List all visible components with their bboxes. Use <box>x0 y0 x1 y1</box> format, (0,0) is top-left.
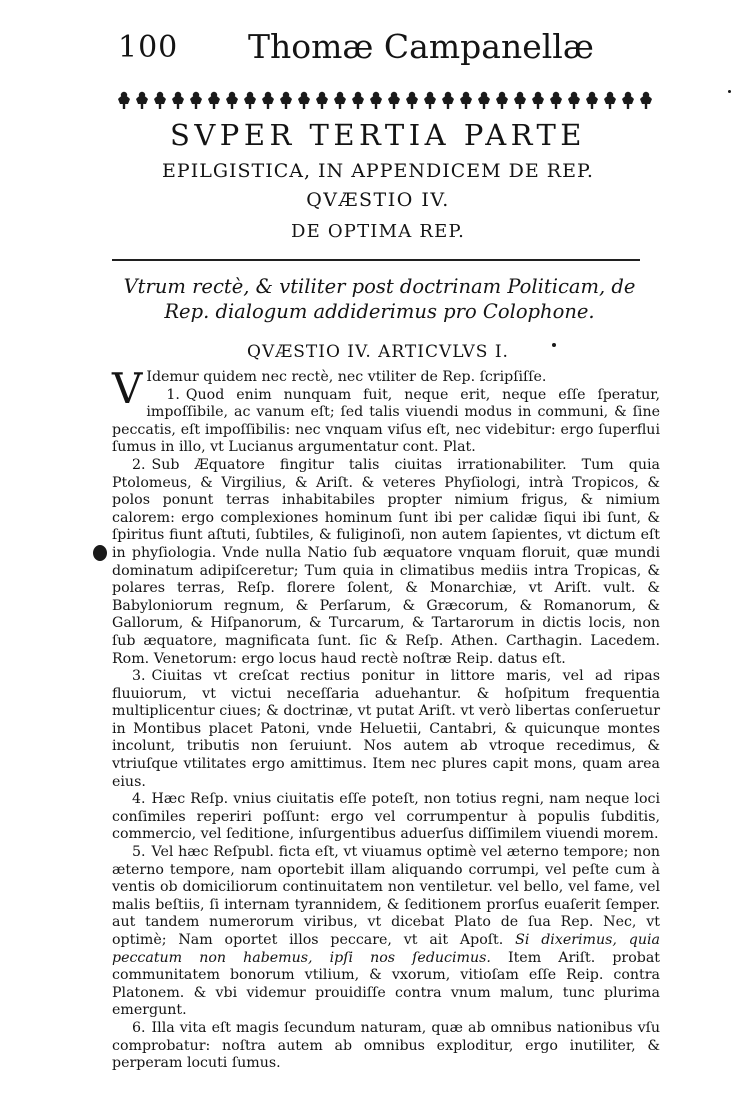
ink-spot <box>728 90 731 93</box>
paragraph-number: 5. <box>132 844 146 861</box>
paragraph-text: Ciuitas vt creſcat rectius ponitur in littore maris, vel ad ripas fluuiorum, vt victui neceſſaria aduehantur. & hoſpitum frequentia multiplicentur ciues; & doctrinæ, vt putat Ariſt. vt verò libertas conſeruetur in Montibus placet Patoni, vnde Heluetii, Cantabri, & quicunque montes incolunt, tributis non ſeruiunt. Nos autem ab vtroque recedimus, & vtriuſque vtilitates ergo amittimus. Item nec plures capit mons, quam area eius. <box>112 668 660 790</box>
scripture-quote: Si dixerimus, quia peccatum non habemus, ipſi nos ſeducimus. <box>112 932 660 966</box>
paragraph-number: 4. <box>132 791 146 808</box>
paragraph-text: Sub Æquatore fingitur talis ciuitas irrationabiliter. Tum quia Ptolomeus, & Virgilius, & Ariſt. & veteres Phyſiologi, intrà Tropicos, & polos ponunt terras inhabitabiles propter nimium frigus, & nimium calorem: ergo complexiones hominum ſunt ibi per calidæ ſiqui ibi ſunt, & ſpiritus fiunt aſtuti, ſubtiles, & fuliginoſi, non autem ſapientes, vt dictum eſt in phyſiologia. Vnde nulla Natio ſub æquatore vnquam floruit, quæ mundi dominatum adipiſceretur; Tum quia in climatibus mediis intra Tropicas, & polares terras, Reſp. florere ſolent, & Monarchiæ, vt Ariſt. vult. & Babyloniorum regnum, & Perſarum, & Græcorum, & Romanorum, & Gallorum, & Hiſpanorum, & Turcarum, & Tartarorum in dictis locis, non ſub æquatore, magnificata ſunt. ſic & Reſp. Athen. Carthagin. Lacedem. Rom. Venetorum: ergo locus haud rectè noſtræ Reip. datus eſt. <box>112 456 660 667</box>
drop-cap: V <box>112 364 143 413</box>
ornament-icon <box>118 88 658 110</box>
intro-paragraph <box>112 364 660 413</box>
ink-blot <box>93 545 107 561</box>
section-subheading: EPILGISTICA, IN APPENDICEM DE REP. <box>162 160 594 182</box>
paragraph-text: Quod enim nunquam fuit, neque erit, neque eſſe ſperatur, impoſſibile, ac vanum eſt; ſed talis viuendi modus in communi, & ſine peccatis, eſt impoſſibilis: nec vnquam viſus eſt, nec videbitur: ergo ſuperflui ſumus in illo, vt Lucianus argumentatur cont. Plat. <box>112 386 660 456</box>
paragraph <box>112 387 660 457</box>
divider-rule <box>112 259 640 261</box>
paragraph-number: 2. <box>132 456 146 473</box>
intro-text: Idemur quidem nec rectè, nec vtiliter de Rep. ſcripſiſſe. <box>146 369 547 385</box>
page-number: 100 <box>118 30 179 65</box>
quaestio-title: DE OPTIMA REP. <box>290 221 466 242</box>
paragraph <box>112 844 660 1020</box>
quaestio-number: QVÆSTIO IV. <box>306 189 450 211</box>
paragraph-text: Illa vita eſt magis ſecundum naturam, quæ ab omnibus nationibus vſu comprobatur: noſtra autem ab omnibus exploditur, ergo inutiliter, & perperam locuti ſumus. <box>112 1019 660 1072</box>
paragraph-text: Hæc Reſp. vnius ciuitatis eſſe poteſt, non totius regni, nam neque loci conſimiles reperiri poſſunt: ergo vel corrumpentur à populis ſubditis, commercio, vel ſeditione, inſurgentibus aduerſus diſſimilem viuendi morem. <box>112 791 660 843</box>
paragraph <box>112 791 660 844</box>
paragraph <box>112 668 660 791</box>
paragraph <box>112 1020 660 1073</box>
running-head: Thomæ Campanellæ <box>248 27 594 66</box>
paragraph <box>112 457 660 668</box>
paragraph-text-tail: Item Ariſt. probat communitatem bonorum vtilium, & vxorum, vitioſam eſſe Reip. contra Platonem. & vbi videmur prouidiſſe contra vnum malum, tunc plurima emergunt. <box>112 949 660 1019</box>
paragraph-text: Vel hæc Reſpubl. ficta eſt, vt viuamus optimè vel æterno tempore; non æterno tempore, nam oportebit illam aliquando corrumpi, vel peſte cum à ventis ob domiciliorum continuitatem non ventiletur. vel bello, vel fame, vel malis beſtiis, ſi internam tyrannidem, & ſeditionem prorſus euaſerit ſemper. aut tandem numerorum viribus, vt dicebat Plato de ſua Rep. Nec, vt optimè; Nam oportet illos peccare, vt ait Apoſt. <box>112 844 660 948</box>
ornament-band <box>118 88 658 110</box>
paragraph-number: 6. <box>132 1019 146 1036</box>
paragraph-number: 3. <box>132 668 146 685</box>
body-text <box>112 364 660 1073</box>
section-heading: SVPER TERTIA PARTE <box>170 118 586 152</box>
paragraph-number: 1. <box>166 386 180 403</box>
article-heading: QVÆSTIO IV. ARTICVLVS I. <box>247 342 509 362</box>
question-statement: Vtrum rectè, & vtiliter post doctrinam Politicam, de Rep. dialogum addiderimus pro Colophone. <box>123 275 636 323</box>
